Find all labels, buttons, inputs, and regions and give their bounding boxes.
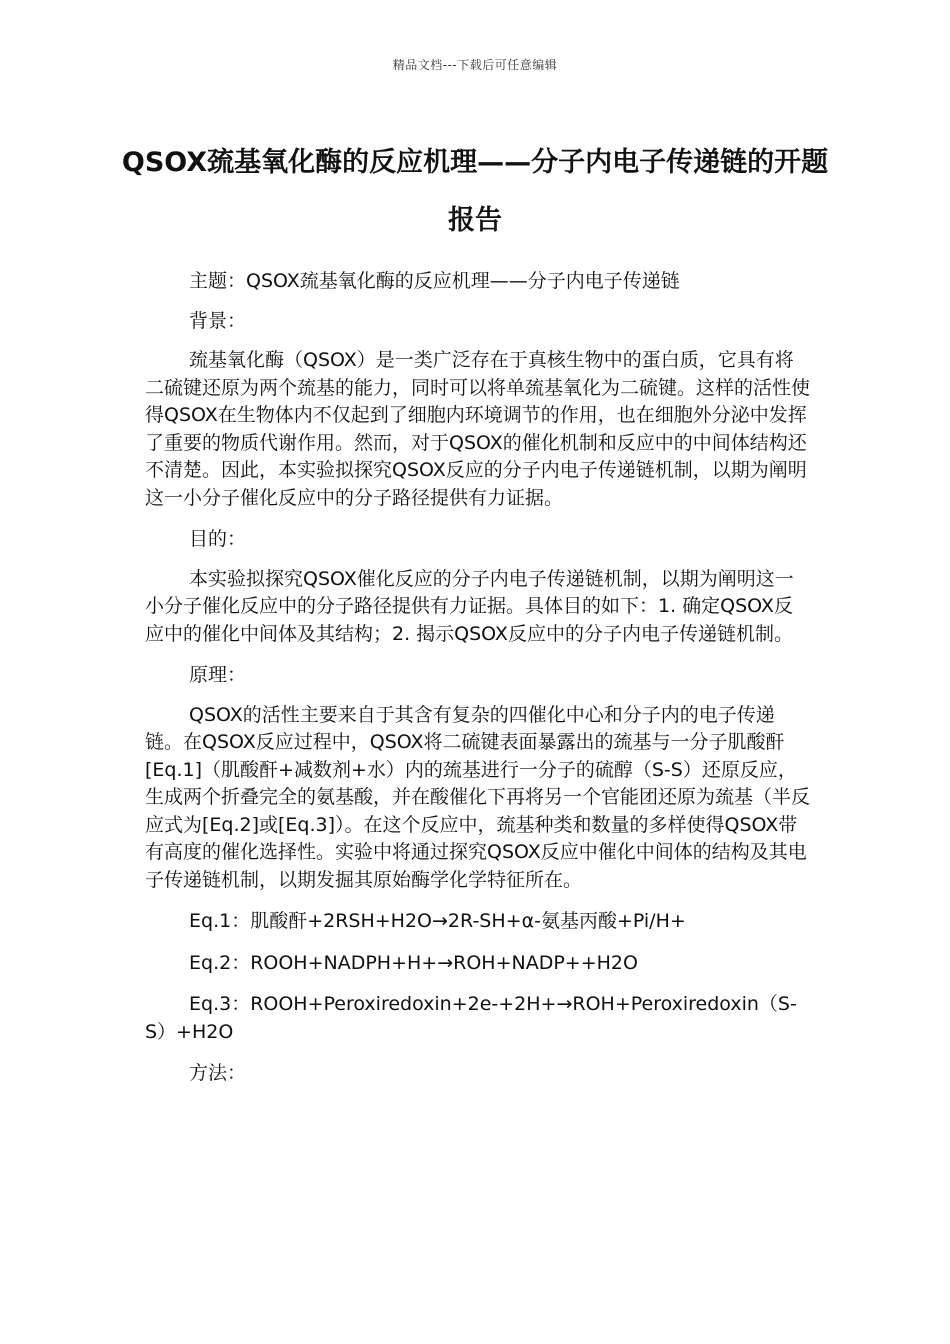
- background-paragraph: 巯基氧化酶（QSOX）是一类广泛存在于真核生物中的蛋白质，它具有将二硫键还原为两个巯基的能力，同时可以将单巯基氧化为二硫键。这样的活性使得QSOX在生物体内不仅起到了细胞内环境调节的作用，也在细胞外分泌中发挥了重要的物质代谢作用。然而，对于QSOX的催化机制和反应中的中间体结构还不清楚。因此，本实验拟探究QSOX反应的分子内电子传递链机制，以期为阐明这一小分子催化反应中的分子路径提供有力证据。: [145, 349, 811, 509]
- background-label: 背景：: [189, 309, 247, 332]
- equation-3: Eq.3：ROOH+Peroxiredoxin+2e-+2H+→ROH+Peroxiredoxin（S-S）+H2O: [145, 993, 797, 1043]
- purpose-paragraph: 本实验拟探究QSOX催化反应的分子内电子传递链机制，以期为阐明这一小分子催化反应中的分子路径提供有力证据。具体目的如下：1. 确定QSOX反应中的催化中间体及其结构；2. 揭示QSOX反应中的分子内电子传递链机制。: [145, 567, 794, 645]
- method-label: 方法：: [189, 1062, 247, 1084]
- equation-1: Eq.1：肌酸酐+2RSH+H2O→2R-SH+α-氨基丙酸+Pi/H+: [189, 910, 686, 932]
- equation-2: Eq.2：ROOH+NADPH+H+→ROH+NADP++H2O: [189, 951, 638, 974]
- topic-line: 主题：QSOX巯基氧化酶的反应机理——分子内电子传递链: [189, 270, 680, 292]
- purpose-label: 目的：: [189, 528, 247, 550]
- header-note: 精品文档---下载后可任意编辑: [392, 58, 558, 72]
- document-body: [145, 268, 810, 1100]
- document-title: QSOX巯基氧化酶的反应机理——分子内电子传递链的开题报告: [121, 147, 829, 236]
- principle-label: 原理：: [189, 664, 247, 686]
- principle-paragraph: QSOX的活性主要来自于其含有复杂的四催化中心和分子内的电子传递链。在QSOX反应过程中，QSOX将二硫键表面暴露出的巯基与一分子肌酸酐[Eq.1]（肌酸酐+减数剂+水）内的巯基进行一分子的硫醇（S-S）还原反应，生成两个折叠完全的氨基酸，并在酸催化下再将另一个官能团还原为巯基（半反应式为[Eq.2]或[Eq.3]）。在这个反应中，巯基种类和数量的多样使得QSOX带有高度的催化选择性。实验中将通过探究QSOX反应中催化中间体的结构及其电子传递链机制，以期发掘其原始酶学化学特征所在。: [145, 703, 811, 891]
